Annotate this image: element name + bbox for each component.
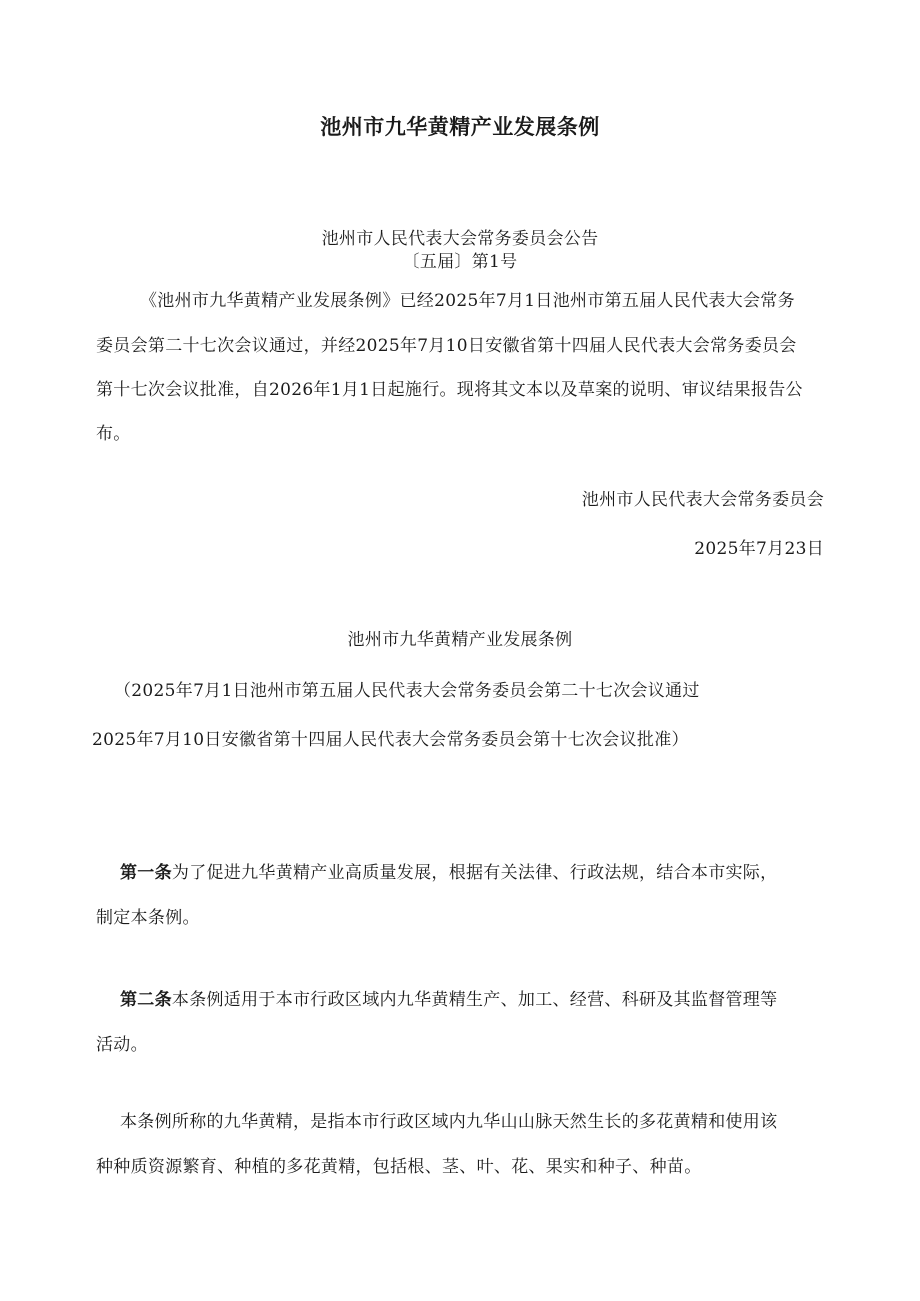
article-1-continuation: 制定本条例。 (96, 908, 200, 928)
regulation-title: 池州市九华黄精产业发展条例 (347, 630, 573, 650)
article-1-text: 为了促进九华黄精产业高质量发展，根据有关法律、行政法规，结合本市实际， (171, 863, 778, 883)
article-2-continuation: 活动。 (96, 1035, 148, 1055)
announcement-signature: 池州市人民代表大会常务委员会 (581, 490, 824, 510)
article-2-label: 第二条 (120, 990, 172, 1010)
announcement-date: 2025年7月23日 (694, 539, 824, 559)
article-2-paragraph-line: 本条例所称的九华黄精，是指本市行政区域内九华山山脉天然生长的多花黄精和使用该 (120, 1112, 778, 1132)
announcement-body-line: 委员会第二十七次会议通过，并经2025年7月10日安徽省第十四届人民代表大会常务委员会 (96, 336, 797, 356)
article-2-paragraph-line: 种种质资源繁育、种植的多花黄精，包括根、茎、叶、花、果实和种子、种苗。 (96, 1157, 702, 1177)
announcement-body-line: 布。 (96, 424, 131, 444)
regulation-note-line: 2025年7月10日安徽省第十四届人民代表大会常务委员会第十七次会议批准） (92, 730, 689, 750)
article-1 (120, 862, 777, 884)
article-1-label: 第一条 (120, 863, 172, 883)
article-2 (120, 989, 777, 1011)
announcement-number: 〔五届〕第1号 (402, 252, 518, 272)
announcement-body-line: 《池州市九华黄精产业发展条例》已经2025年7月1日池州市第五届人民代表大会常务 (140, 291, 795, 311)
document-title: 池州市九华黄精产业发展条例 (320, 114, 600, 139)
announcement-issuer: 池州市人民代表大会常务委员会公告 (321, 229, 599, 249)
article-2-text: 本条例适用于本市行政区域内九华黄精生产、加工、经营、科研及其监督管理等 (171, 990, 778, 1010)
regulation-note-line: （2025年7月1日池州市第五届人民代表大会常务委员会第二十七次会议通过 (114, 681, 700, 701)
announcement-body-line: 第十七次会议批准，自2026年1月1日起施行。现将其文本以及草案的说明、审议结果报告公 (96, 380, 803, 400)
